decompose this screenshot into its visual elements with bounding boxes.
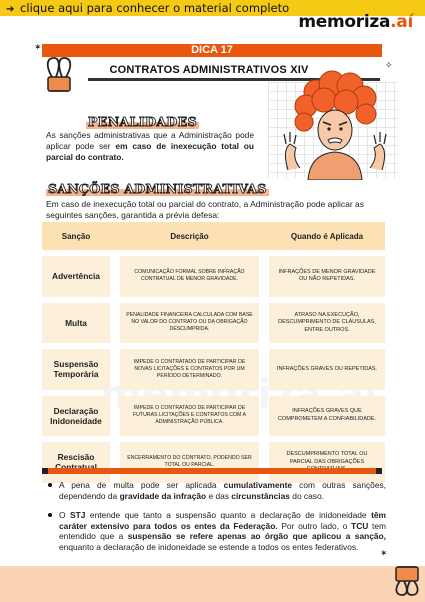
sancao-cell: Multa — [42, 303, 110, 344]
list-item: A pena de multa pode ser aplicada cumulativamente com outras sanções, dependendo da gravidade da infração e das circunstâncias do caso. — [48, 480, 386, 501]
binder-clip-icon — [42, 55, 76, 105]
quando-cell: ATRASO NA EXECUÇÃO, DESCUMPRIMENTO DE CLÁUSULAS, ENTRE OUTROS. — [269, 303, 385, 344]
sparkle-icon: ✧ — [385, 60, 393, 70]
logo: memoriza.aí — [298, 12, 413, 32]
quando-cell: DESCUMPRIMENTO TOTAL OU PARCIAL DAS OBRIGAÇÕES — [269, 442, 385, 483]
table-row — [42, 349, 385, 390]
table-row — [42, 256, 385, 297]
descricao-cell: COMUNICAÇÃO FORMAL SOBRE INFRAÇÃO CONTRATUAL DE MENOR GRAVIDADE. — [120, 256, 259, 297]
sancoes-table — [42, 222, 385, 483]
list-item: O STJ entende que tanto a suspensão quanto a declaração de inidoneidade têm caráter extensivo para todos os entes da Federação. Por outro lado, o TCU tem entendido que a suspensão se refere apenas ao órgão que aplicou a sanção, enquanto a declaração de inidoneidade se estende a todos os entes federativos. — [48, 510, 386, 552]
penalidades-heading: PENALIDADES — [88, 114, 198, 129]
footer-band — [0, 566, 425, 602]
section-divider — [42, 468, 382, 474]
sancao-cell: Declaração Inidoneidade — [42, 396, 110, 437]
descricao-cell: PENALIDADE FINANCEIRA CALCULADA COM BASE NO VALOR DO CONTRATO OU DA OBRIGAÇÃO DESCUMPRIDA. — [120, 303, 259, 344]
column-header: Sanção — [61, 231, 91, 241]
notes-list — [48, 480, 386, 562]
descricao-cell: ENCERRAMENTO DO CONTRATO, PODENDO SER TOTAL OU PARCIAL. — [120, 442, 259, 483]
sancao-cell: Suspensão Temporária — [42, 349, 110, 390]
material-link-label: clique aqui para conhecer o material completo — [20, 1, 290, 15]
table-row — [42, 396, 385, 437]
sparkle-icon: ✶ — [380, 548, 388, 558]
sancao-cell: Rescisão — [42, 442, 110, 483]
table-header — [42, 222, 385, 250]
quando-cell: INFRAÇÕES DE MENOR GRAVIDADE OU NÃO REPETIDAS. — [269, 256, 385, 297]
quando-cell: INFRAÇÕES GRAVES QUE COMPROMETEM A CONFIABILIDADE. — [269, 396, 385, 437]
angry-person-illustration — [268, 70, 403, 180]
sancoes-heading: SANÇÕES ADMINISTRATIVAS — [48, 181, 267, 196]
material-link[interactable] — [6, 1, 289, 15]
binder-clip-icon — [390, 545, 424, 597]
penalidades-text: As sanções administrativas que a Administração pode aplicar pode ser em caso de inexecução total ou parcial do contrato. — [46, 130, 254, 162]
descricao-cell: IMPEDE O CONTRATADO DE PARTICIPAR DE FUTURAS LICITAÇÕES E CONTRATOS COM A ADMINISTRAÇÃO PÚBLICA. — [120, 396, 259, 437]
descricao-cell: IMPEDE O CONTRATADO DE PARTICIPAR DE NOVAS LICITAÇÕES E CONTRATOS POR UM PERÍODO DETERMINADO. — [120, 349, 259, 390]
page-title: CONTRATOS ADMINISTRATIVOS XIV — [109, 64, 309, 76]
sparkle-icon: ✶ — [34, 42, 42, 52]
table-row — [42, 442, 385, 483]
sancao-cell: Advertência — [42, 256, 110, 297]
dica-number: DICA 17 — [42, 44, 382, 57]
sancoes-intro: Em caso de inexecução total ou parcial do contrato, a Administração pode aplicar as seguintes sanções, garantida a prévia defesa: — [46, 199, 364, 220]
column-header: Quando é Aplicada — [290, 231, 364, 241]
column-header: Descrição — [170, 231, 209, 241]
arrow-right-icon: ➔ — [6, 4, 15, 15]
quando-cell: INFRAÇÕES GRAVES OU REPETIDAS. — [269, 349, 385, 390]
table-row — [42, 303, 385, 344]
